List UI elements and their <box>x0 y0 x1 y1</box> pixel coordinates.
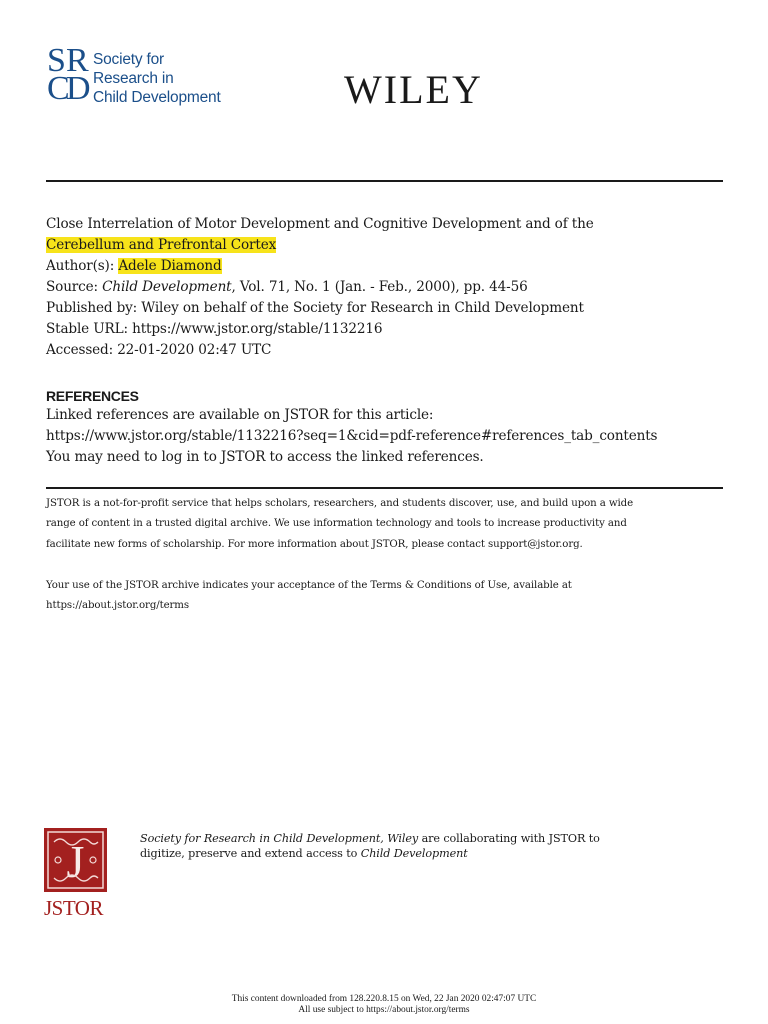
srcd-logo <box>46 42 246 110</box>
collaboration-line-1-rest: are collaborating with JSTOR to <box>418 832 600 845</box>
collaboration-line-2 <box>140 847 600 862</box>
accessed-line: Accessed: 22-01-2020 02:47 UTC <box>46 342 272 358</box>
jstor-wordmark: JSTOR <box>44 896 103 920</box>
author-line <box>46 256 222 277</box>
srcd-line-3: Child Development <box>93 89 221 106</box>
notice-line-2: range of content in a trusted digital archive. We use information technology and tools to increase productivity and <box>46 518 627 529</box>
wiley-logo: WILEY <box>344 67 483 112</box>
svg-text:J: J <box>66 836 85 887</box>
article-title-line-1: Close Interrelation of Motor Development and Cognitive Development and of the <box>46 216 594 232</box>
srcd-monogram <box>46 42 92 108</box>
stable-url-line[interactable]: Stable URL: https://www.jstor.org/stable/1132216 <box>46 321 383 337</box>
references-login-note: You may need to log in to JSTOR to access the linked references. <box>46 449 484 465</box>
source-label: Source: <box>46 279 103 295</box>
collaborating-orgs: Society for Research in Child Development, Wiley <box>140 832 419 845</box>
article-title-line-2 <box>46 235 276 256</box>
top-divider <box>46 180 723 182</box>
source-journal: Child Development <box>102 279 232 295</box>
references-link[interactable]: https://www.jstor.org/stable/1132216?seq=1&cid=pdf-reference#references_tab_contents <box>46 428 658 444</box>
terms-line-1: Your use of the JSTOR archive indicates your acceptance of the Terms & Conditions of Use, available at <box>46 580 572 591</box>
notice-line-3: facilitate new forms of scholarship. For more information about JSTOR, please contact support@jstor.org. <box>46 539 583 550</box>
notice-line-1: JSTOR is a not-for-profit service that helps scholars, researchers, and students discover, use, and build upon a wide <box>46 498 634 509</box>
terms-link[interactable]: https://about.jstor.org/terms <box>46 600 189 611</box>
footer-line-1: This content downloaded from 128.220.8.15 on Wed, 22 Jan 2020 02:47:07 UTC <box>231 994 537 1004</box>
jstor-logo <box>44 828 110 923</box>
srcd-letter-r: R <box>66 42 89 79</box>
srcd-line-2: Research in <box>93 70 174 87</box>
middle-divider <box>46 487 723 489</box>
author-name[interactable]: Adele Diamond <box>118 258 222 274</box>
author-label: Author(s): <box>46 258 119 274</box>
srcd-letter-d: D <box>66 70 91 107</box>
jstor-emblem-icon <box>44 828 107 892</box>
collaboration-journal: Child Development <box>360 846 468 860</box>
source-line <box>46 277 528 298</box>
article-title-highlight: Cerebellum and Prefrontal Cortex <box>46 237 277 253</box>
collaboration-line-2-start: digitize, preserve and extend access to <box>140 846 361 860</box>
collaboration-line-1 <box>140 832 600 847</box>
download-footer <box>0 994 768 1016</box>
references-intro: Linked references are available on JSTOR for this article: <box>46 407 434 423</box>
collaboration-note <box>140 832 600 861</box>
srcd-line-1: Society for <box>93 51 165 68</box>
srcd-letter-c: C <box>47 70 70 107</box>
srcd-letter-s: S <box>47 42 66 79</box>
published-by-line: Published by: Wiley on behalf of the Society for Research in Child Development <box>46 300 584 316</box>
source-details: , Vol. 71, No. 1 (Jan. - Feb., 2000), pp. 44-56 <box>231 279 528 295</box>
srcd-logo-text <box>93 50 221 107</box>
footer-line-2: All use subject to https://about.jstor.org/terms <box>298 1005 470 1015</box>
references-heading: REFERENCES <box>46 388 139 404</box>
